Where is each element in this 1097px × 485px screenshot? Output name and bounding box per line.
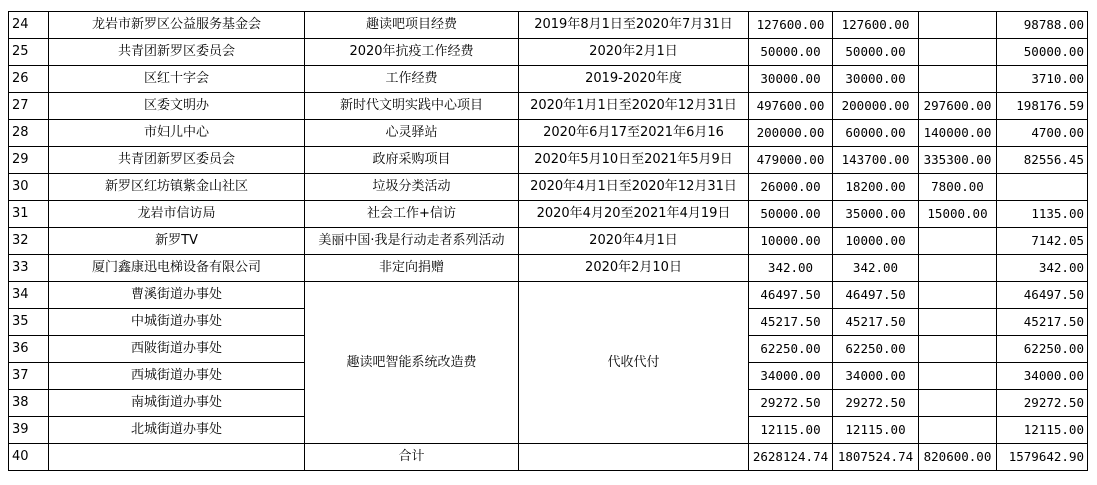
received-amount: 29272.50 bbox=[833, 390, 919, 417]
pending-amount bbox=[919, 417, 997, 444]
total-amount: 50000.00 bbox=[749, 39, 833, 66]
remaining-balance: 98788.00 bbox=[997, 12, 1088, 39]
totals-label: 合计 bbox=[305, 444, 519, 471]
funding-unit: 共青团新罗区委员会 bbox=[49, 39, 305, 66]
project-name: 心灵驿站 bbox=[305, 120, 519, 147]
pending-amount bbox=[919, 255, 997, 282]
pending-amount bbox=[919, 363, 997, 390]
table-row bbox=[9, 93, 1088, 120]
remaining-balance: 1135.00 bbox=[997, 201, 1088, 228]
row-number: 33 bbox=[9, 255, 49, 282]
total-amount: 45217.50 bbox=[749, 309, 833, 336]
row-number: 39 bbox=[9, 417, 49, 444]
received-amount: 12115.00 bbox=[833, 417, 919, 444]
remaining-balance: 82556.45 bbox=[997, 147, 1088, 174]
pending-amount: 335300.00 bbox=[919, 147, 997, 174]
pending-amount bbox=[919, 390, 997, 417]
remaining-balance: 3710.00 bbox=[997, 66, 1088, 93]
total-amount: 12115.00 bbox=[749, 417, 833, 444]
remaining-balance: 29272.50 bbox=[997, 390, 1088, 417]
total-amount: 34000.00 bbox=[749, 363, 833, 390]
row-number: 32 bbox=[9, 228, 49, 255]
row-number: 29 bbox=[9, 147, 49, 174]
project-name: 新时代文明实践中心项目 bbox=[305, 93, 519, 120]
total-amount: 26000.00 bbox=[749, 174, 833, 201]
row-number: 34 bbox=[9, 282, 49, 309]
received-amount: 60000.00 bbox=[833, 120, 919, 147]
remaining-balance: 62250.00 bbox=[997, 336, 1088, 363]
funding-unit: 新罗TV bbox=[49, 228, 305, 255]
pending-amount bbox=[919, 336, 997, 363]
project-name: 2020年抗疫工作经费 bbox=[305, 39, 519, 66]
pending-amount bbox=[919, 309, 997, 336]
project-period: 2020年2月10日 bbox=[519, 255, 749, 282]
funding-unit: 曹溪街道办事处 bbox=[49, 282, 305, 309]
funding-unit: 北城街道办事处 bbox=[49, 417, 305, 444]
project-period: 2019-2020年度 bbox=[519, 66, 749, 93]
remaining-balance bbox=[997, 174, 1088, 201]
total-amount: 479000.00 bbox=[749, 147, 833, 174]
project-name: 政府采购项目 bbox=[305, 147, 519, 174]
total-amount: 127600.00 bbox=[749, 12, 833, 39]
project-name: 趣读吧项目经费 bbox=[305, 12, 519, 39]
table-row bbox=[9, 147, 1088, 174]
remaining-balance: 198176.59 bbox=[997, 93, 1088, 120]
funding-unit: 区委文明办 bbox=[49, 93, 305, 120]
group-project-period: 代收代付 bbox=[519, 282, 749, 444]
funding-ledger-table bbox=[8, 11, 1088, 471]
remaining-balance: 12115.00 bbox=[997, 417, 1088, 444]
funding-unit: 区红十字会 bbox=[49, 66, 305, 93]
row-number: 30 bbox=[9, 174, 49, 201]
row-number: 36 bbox=[9, 336, 49, 363]
received-amount: 35000.00 bbox=[833, 201, 919, 228]
row-number: 25 bbox=[9, 39, 49, 66]
ledger-body bbox=[9, 12, 1088, 471]
project-name: 社会工作+信访 bbox=[305, 201, 519, 228]
pending-amount bbox=[919, 39, 997, 66]
project-period: 2020年6月17至2021年6月16 bbox=[519, 120, 749, 147]
pending-amount bbox=[919, 228, 997, 255]
totals-row bbox=[9, 444, 1088, 471]
project-name: 非定向捐赠 bbox=[305, 255, 519, 282]
pending-amount: 7800.00 bbox=[919, 174, 997, 201]
funding-unit: 西陂街道办事处 bbox=[49, 336, 305, 363]
remaining-balance: 342.00 bbox=[997, 255, 1088, 282]
project-period: 2020年2月1日 bbox=[519, 39, 749, 66]
received-amount: 50000.00 bbox=[833, 39, 919, 66]
funding-unit: 西城街道办事处 bbox=[49, 363, 305, 390]
row-number: 24 bbox=[9, 12, 49, 39]
pending-amount: 297600.00 bbox=[919, 93, 997, 120]
table-row bbox=[9, 228, 1088, 255]
funding-unit: 厦门鑫康迅电梯设备有限公司 bbox=[49, 255, 305, 282]
remaining-balance: 46497.50 bbox=[997, 282, 1088, 309]
received-amount: 34000.00 bbox=[833, 363, 919, 390]
row-number: 26 bbox=[9, 66, 49, 93]
row-number: 40 bbox=[9, 444, 49, 471]
received-amount: 45217.50 bbox=[833, 309, 919, 336]
total-amount: 497600.00 bbox=[749, 93, 833, 120]
remaining-balance: 50000.00 bbox=[997, 39, 1088, 66]
received-amount: 46497.50 bbox=[833, 282, 919, 309]
totals-empty-cell bbox=[49, 444, 305, 471]
pending-amount bbox=[919, 66, 997, 93]
row-number: 38 bbox=[9, 390, 49, 417]
pending-amount bbox=[919, 282, 997, 309]
total-amount: 29272.50 bbox=[749, 390, 833, 417]
total-amount: 46497.50 bbox=[749, 282, 833, 309]
pending-amount bbox=[919, 12, 997, 39]
funding-unit: 龙岩市信访局 bbox=[49, 201, 305, 228]
funding-unit: 中城街道办事处 bbox=[49, 309, 305, 336]
grand-pending-amount: 820600.00 bbox=[919, 444, 997, 471]
table-row bbox=[9, 282, 1088, 309]
table-row bbox=[9, 66, 1088, 93]
total-amount: 50000.00 bbox=[749, 201, 833, 228]
project-period: 2020年4月20至2021年4月19日 bbox=[519, 201, 749, 228]
remaining-balance: 34000.00 bbox=[997, 363, 1088, 390]
project-period: 2020年5月10日至2021年5月9日 bbox=[519, 147, 749, 174]
total-amount: 62250.00 bbox=[749, 336, 833, 363]
table-row bbox=[9, 39, 1088, 66]
pending-amount: 15000.00 bbox=[919, 201, 997, 228]
grand-total-amount: 2628124.74 bbox=[749, 444, 833, 471]
row-number: 28 bbox=[9, 120, 49, 147]
project-name: 美丽中国·我是行动走者系列活动 bbox=[305, 228, 519, 255]
row-number: 35 bbox=[9, 309, 49, 336]
project-period: 2020年4月1日至2020年12月31日 bbox=[519, 174, 749, 201]
total-amount: 10000.00 bbox=[749, 228, 833, 255]
total-amount: 200000.00 bbox=[749, 120, 833, 147]
project-period: 2020年1月1日至2020年12月31日 bbox=[519, 93, 749, 120]
funding-unit: 市妇儿中心 bbox=[49, 120, 305, 147]
remaining-balance: 7142.05 bbox=[997, 228, 1088, 255]
table-row bbox=[9, 12, 1088, 39]
received-amount: 30000.00 bbox=[833, 66, 919, 93]
total-amount: 342.00 bbox=[749, 255, 833, 282]
received-amount: 18200.00 bbox=[833, 174, 919, 201]
project-period: 2019年8月1日至2020年7月31日 bbox=[519, 12, 749, 39]
funding-unit: 共青团新罗区委员会 bbox=[49, 147, 305, 174]
table-row bbox=[9, 120, 1088, 147]
grand-received-amount: 1807524.74 bbox=[833, 444, 919, 471]
table-row bbox=[9, 255, 1088, 282]
received-amount: 143700.00 bbox=[833, 147, 919, 174]
funding-unit: 新罗区红坊镇紫金山社区 bbox=[49, 174, 305, 201]
received-amount: 62250.00 bbox=[833, 336, 919, 363]
row-number: 37 bbox=[9, 363, 49, 390]
pending-amount: 140000.00 bbox=[919, 120, 997, 147]
project-period: 2020年4月1日 bbox=[519, 228, 749, 255]
project-name: 工作经费 bbox=[305, 66, 519, 93]
project-name: 垃圾分类活动 bbox=[305, 174, 519, 201]
received-amount: 127600.00 bbox=[833, 12, 919, 39]
row-number: 31 bbox=[9, 201, 49, 228]
grand-remaining-balance: 1579642.90 bbox=[997, 444, 1088, 471]
remaining-balance: 4700.00 bbox=[997, 120, 1088, 147]
received-amount: 342.00 bbox=[833, 255, 919, 282]
group-project-name: 趣读吧智能系统改造费 bbox=[305, 282, 519, 444]
table-row bbox=[9, 201, 1088, 228]
remaining-balance: 45217.50 bbox=[997, 309, 1088, 336]
table-row bbox=[9, 174, 1088, 201]
funding-unit: 龙岩市新罗区公益服务基金会 bbox=[49, 12, 305, 39]
received-amount: 10000.00 bbox=[833, 228, 919, 255]
received-amount: 200000.00 bbox=[833, 93, 919, 120]
total-amount: 30000.00 bbox=[749, 66, 833, 93]
row-number: 27 bbox=[9, 93, 49, 120]
totals-empty-cell bbox=[519, 444, 749, 471]
funding-unit: 南城街道办事处 bbox=[49, 390, 305, 417]
